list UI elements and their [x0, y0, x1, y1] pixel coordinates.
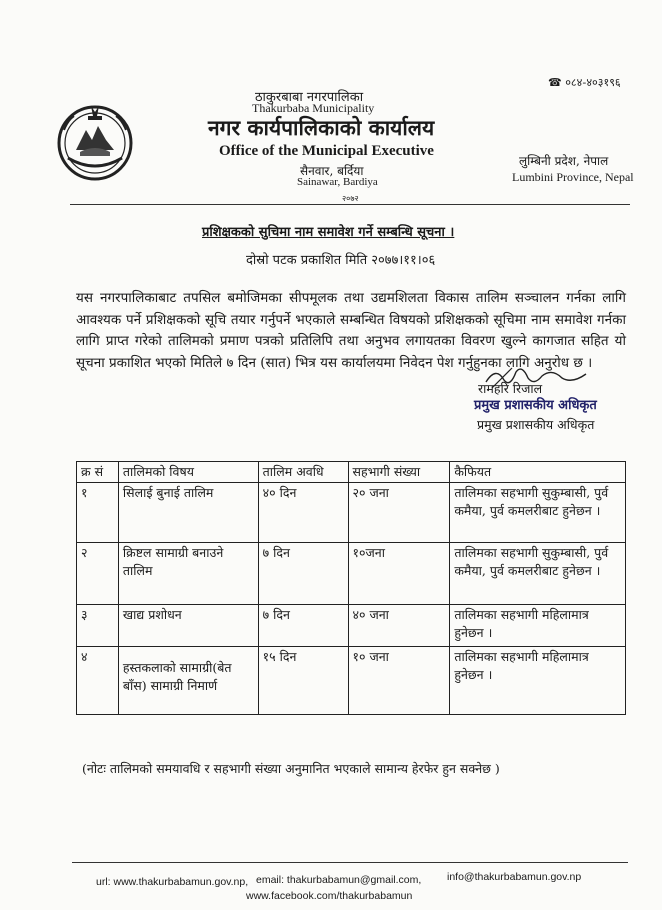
signatory-name: रामहरि रिजाल: [478, 381, 543, 396]
address-english: Sainawar, Bardiya: [297, 176, 378, 188]
cell-serial: २: [77, 543, 119, 605]
cell-participants: ४० जना: [348, 605, 450, 647]
cell-subject: खाद्य प्रशोधन: [118, 605, 258, 647]
signatory-title: प्रमुख प्रशासकीय अधिकृत: [477, 417, 595, 432]
footer-info-email[interactable]: info@thakurbabamun.gov.np: [447, 871, 582, 883]
cell-serial: १: [77, 483, 119, 543]
cell-subject: हस्तकलाको सामाग्री(बेत बाँस) सामाग्री निमार्ण: [118, 647, 258, 715]
table-header-row: [77, 462, 626, 483]
address-nepali: सैनवार, बर्दिया: [300, 164, 364, 178]
training-table: [76, 461, 626, 715]
cell-duration: ७ दिन: [258, 543, 348, 605]
table-row: [77, 483, 626, 543]
column-header-serial: क्र सं: [77, 462, 119, 483]
cell-remarks: तालिमका सहभागी महिलामात्र हुनेछन ।: [450, 647, 626, 715]
cell-subject: सिलाई बुनाई तालिम: [118, 483, 258, 543]
province-english: Lumbini Province, Nepal: [512, 170, 634, 184]
footer-website[interactable]: url: www.thakurbabamun.gov.np,: [96, 876, 249, 888]
column-header-subject: तालिमको विषय: [118, 462, 258, 483]
cell-remarks: तालिमका सहभागी सुकुम्बासी, पुर्व कमैया, पुर्व कमलरीबाट हुनेछन ।: [450, 483, 626, 543]
table-row: [77, 543, 626, 605]
cell-serial: ४: [77, 647, 119, 715]
office-stamp-text: २०७२: [342, 194, 359, 203]
footer-divider: [72, 862, 628, 863]
province-nepali: लुम्बिनी प्रदेश, नेपाल: [519, 154, 609, 168]
cell-remarks: तालिमका सहभागी महिलामात्र हुनेछन ।: [450, 605, 626, 647]
notice-title: प्रशिक्षकको सुचिमा नाम समावेश गर्ने सम्बन्धि सूचना ।: [202, 225, 455, 240]
office-title-nepali: नगर कार्यपालिकाको कार्यालय: [208, 115, 435, 140]
footer-email[interactable]: email: thakurbabamun@gmail.com,: [256, 874, 422, 886]
column-header-participants: सहभागी संख्या: [348, 462, 450, 483]
cell-participants: १० जना: [348, 647, 450, 715]
cell-participants: २० जना: [348, 483, 450, 543]
cell-participants: १०जना: [348, 543, 450, 605]
signatory-stamp: प्रमुख प्रशासकीय अधिकृत: [474, 398, 597, 413]
cell-subject: क्रिष्टल सामाग्री बनाउने तालिम: [118, 543, 258, 605]
cell-duration: ४० दिन: [258, 483, 348, 543]
table-note: (नोटः तालिमको समयावधि र सहभागी संख्या अनुमानित भएकाले सामान्य हेरफेर हुन सक्नेछ ): [82, 761, 500, 776]
cell-duration: १५ दिन: [258, 647, 348, 715]
column-header-remarks: कैफियत: [450, 462, 626, 483]
table-row: [77, 647, 626, 715]
cell-serial: ३: [77, 605, 119, 647]
municipality-name-nepali: ठाकुरबाबा नगरपालिका: [255, 90, 364, 105]
phone-number: ☎ ०८४-४०३१९६: [548, 76, 621, 89]
footer-facebook-link[interactable]: www.facebook.com/thakurbabamun: [246, 890, 413, 902]
cell-duration: ७ दिन: [258, 605, 348, 647]
header-divider: [70, 204, 630, 205]
government-seal-icon: [54, 100, 136, 182]
column-header-duration: तालिम अवधि: [258, 462, 348, 483]
table-row: [77, 605, 626, 647]
cell-remarks: तालिमका सहभागी सुकुम्बासी, पुर्व कमैया, पुर्व कमलरीबाट हुनेछन ।: [450, 543, 626, 605]
notice-body: यस नगरपालिकाबाट तपसिल बमोजिमका सीपमूलक तथा उद्यमशिलता विकास तालिम सञ्चालन गर्नका लागि आवश्यक पर्ने प्रशिक्षकको सूचि तयार गर्नुपर्ने भएकाले सम्बन्धित विषयको प्रशिक्षकको सूचिमा नाम समावेश गर्नका लागि प्राप्त गरेको तालिमको प्रमाण पत्रको प्रतिलिपि तथा अनुभव लगायतका विवरण खुल्ने कागजात सहित यो सूचना प्रकाशित भएको मितिले ७ दिन (सात) भित्र यस कार्यालयमा निवेदन पेश गर्नुहुनका लागि अनुरोध छ ।: [76, 290, 626, 371]
publication-date: दोस्रो पटक प्रकाशित मिति २०७७।११।०६: [246, 253, 436, 268]
municipality-name-english: Thakurbaba Municipality: [252, 101, 375, 115]
office-title-english: Office of the Municipal Executive: [219, 143, 434, 159]
